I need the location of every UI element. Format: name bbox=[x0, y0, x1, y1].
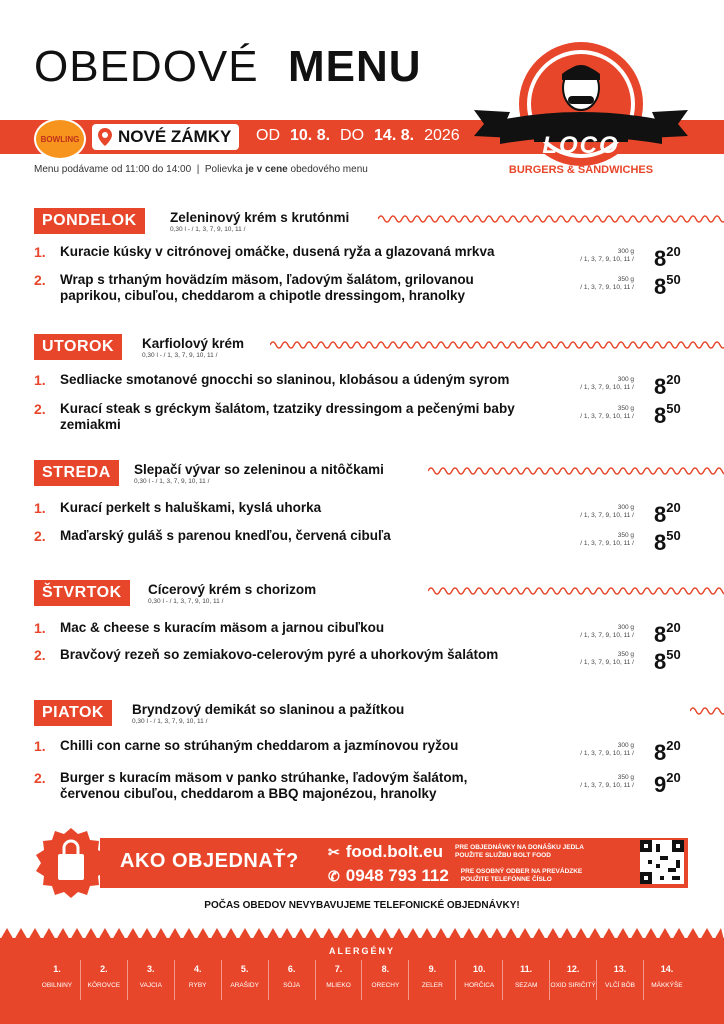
dish-info bbox=[560, 651, 634, 667]
dish-weight: 300 g bbox=[617, 742, 634, 749]
allergen-name: MÄKKÝŠE bbox=[651, 982, 683, 989]
soup-text-pre: Polievka bbox=[204, 164, 243, 175]
order-phone bbox=[328, 866, 582, 886]
allergen-number: 9. bbox=[428, 964, 437, 974]
dish-number: 1. bbox=[34, 738, 46, 754]
dish-name: Bravčový rezeň so zemiakovo-celerovým pyré a uhorkovým šalátom bbox=[60, 647, 499, 662]
allergen-name: SEZAM bbox=[514, 982, 538, 989]
allergen-item bbox=[597, 960, 644, 1000]
dish-weight: 350 g bbox=[617, 651, 634, 658]
cutlery-icon: ✂ bbox=[328, 843, 340, 860]
price-decimal: 20 bbox=[666, 770, 681, 785]
dish-allergens: / 1, 3, 7, 9, 10, 11 / bbox=[580, 750, 634, 757]
allergen-item bbox=[644, 960, 690, 1000]
dish-price bbox=[654, 403, 681, 429]
allergen-title: ALERGÉNY bbox=[328, 946, 395, 956]
web-note-2: POUŽITE SLUŽBU BOLT FOOD bbox=[455, 852, 551, 859]
day-tag: ŠTVRTOK bbox=[34, 580, 130, 606]
soup-info: 0,30 l - / 1, 3, 7, 9, 10, 11 / bbox=[134, 478, 210, 485]
allergen-item bbox=[503, 960, 550, 1000]
allergen-item bbox=[34, 960, 81, 1000]
price-decimal: 20 bbox=[666, 620, 681, 635]
dish-number: 1. bbox=[34, 244, 46, 260]
allergen-number: 1. bbox=[53, 964, 61, 974]
price-main: 8 bbox=[654, 374, 667, 399]
order-bag-icon bbox=[36, 828, 106, 898]
dish-weight: 350 g bbox=[617, 774, 634, 781]
soup-name: Zeleninový krém s krutónmi bbox=[170, 210, 350, 225]
dish-info bbox=[560, 405, 634, 421]
dish-name: Wrap s trhaným hovädzím mäsom, ľadovým šalátom, grilovanou paprikou, cibuľou, cheddarom a chipotle dressingom, hranolky bbox=[60, 272, 474, 303]
allergen-name: VLČÍ BÔB bbox=[605, 982, 636, 989]
allergen-number: 4. bbox=[193, 964, 202, 974]
allergen-name: HORČICA bbox=[464, 982, 495, 989]
allergen-name: OBILNINY bbox=[41, 982, 73, 989]
dish-info bbox=[560, 504, 634, 520]
dish-price bbox=[654, 740, 681, 766]
price-decimal: 50 bbox=[666, 272, 681, 287]
allergen-number: 2. bbox=[100, 964, 108, 974]
dish-allergens: / 1, 3, 7, 9, 10, 11 / bbox=[580, 284, 634, 291]
day-tag: PIATOK bbox=[34, 700, 112, 726]
dish-name: Kurací steak s gréckym šalátom, tzatziky dressingom a pečenými baby zemiakmi bbox=[60, 401, 515, 432]
dish-number: 2. bbox=[34, 272, 46, 288]
dish-price bbox=[654, 772, 681, 798]
price-main: 8 bbox=[654, 740, 667, 765]
allergen-name: ARAŠIDY bbox=[230, 982, 259, 989]
allergen-item bbox=[409, 960, 456, 1000]
price-decimal: 20 bbox=[666, 500, 681, 515]
wave-divider bbox=[378, 212, 724, 226]
date-year: 2026 bbox=[424, 127, 460, 144]
dish-allergens: / 1, 3, 7, 9, 10, 11 / bbox=[580, 384, 634, 391]
loco-logo-sub: BURGERS & SANDWICHES bbox=[508, 164, 654, 176]
allergen-item bbox=[222, 960, 269, 1000]
map-pin-icon bbox=[98, 128, 112, 146]
dish-weight: 350 g bbox=[617, 532, 634, 539]
dish-info bbox=[560, 532, 634, 548]
dish-info bbox=[560, 248, 634, 264]
allergen-number: 10. bbox=[473, 964, 486, 974]
soup-name: Cícerový krém s chorizom bbox=[148, 582, 317, 597]
allergen-item bbox=[128, 960, 175, 1000]
soup-text-post: obedového menu bbox=[290, 164, 368, 175]
allergen-name: OXID SIRIČITÝ bbox=[550, 982, 596, 989]
allergen-number: 5. bbox=[240, 964, 249, 974]
order-title: AKO OBJEDNAŤ? bbox=[120, 850, 299, 872]
allergen-item bbox=[362, 960, 409, 1000]
price-main: 8 bbox=[654, 246, 667, 271]
dish-allergens: / 1, 3, 7, 9, 10, 11 / bbox=[580, 512, 634, 519]
allergen-number: 8. bbox=[381, 964, 390, 974]
allergen-name: VAJCIA bbox=[139, 982, 162, 989]
dish-price bbox=[654, 274, 681, 300]
allergen-name: KÔROVCE bbox=[87, 982, 121, 989]
dish-number: 2. bbox=[34, 647, 46, 663]
allergen-number: 7. bbox=[334, 964, 343, 974]
dish-number: 1. bbox=[34, 372, 46, 388]
dish-name: Maďarský guláš s parenou knedľou, červená cibuľa bbox=[60, 528, 391, 543]
order-web bbox=[328, 842, 584, 862]
allergen-grid bbox=[34, 960, 690, 1000]
menu-title-bold: MENU bbox=[288, 42, 422, 91]
wave-divider bbox=[428, 464, 724, 478]
dish-price bbox=[654, 374, 681, 400]
price-main: 8 bbox=[654, 403, 667, 428]
price-decimal: 50 bbox=[666, 528, 681, 543]
dish-weight: 300 g bbox=[617, 624, 634, 631]
allergen-name: ZELER bbox=[421, 982, 443, 989]
allergen-name: MLIEKO bbox=[326, 982, 351, 989]
allergen-name: RYBY bbox=[188, 982, 207, 989]
dish-price bbox=[654, 530, 681, 556]
dish-info bbox=[560, 742, 634, 758]
price-main: 8 bbox=[654, 274, 667, 299]
dish-info bbox=[560, 624, 634, 640]
date-do: DO bbox=[340, 127, 365, 144]
dish-weight: 350 g bbox=[617, 276, 634, 283]
dish-name: Burger s kuracím mäsom v panko strúhanke, ľadovým šalátom, červenou cibuľou, cheddarom a BBQ majonézou, hranolky bbox=[60, 770, 468, 801]
dish-number: 2. bbox=[34, 770, 46, 786]
no-phone-orders: POČAS OBEDOV NEVYBAVUJEME TELEFONICKÉ OBJEDNÁVKY! bbox=[204, 900, 520, 911]
allergen-item bbox=[269, 960, 316, 1000]
location-name: NOVÉ ZÁMKY bbox=[118, 127, 232, 146]
allergen-item bbox=[550, 960, 597, 1000]
dish-name: Kuracie kúsky v citrónovej omáčke, dusená ryža a glazovaná mrkva bbox=[60, 244, 495, 259]
loco-logo bbox=[474, 40, 688, 180]
allergen-name: SÓJA bbox=[283, 982, 301, 989]
phone-note-1: PRE OSOBNÝ ODBER NA PREVÁDZKE bbox=[460, 868, 583, 875]
order-phone-number[interactable]: 0948 793 112 bbox=[345, 866, 449, 885]
dish-weight: 300 g bbox=[617, 504, 634, 511]
price-main: 8 bbox=[654, 649, 667, 674]
price-decimal: 20 bbox=[666, 244, 681, 259]
soup-info: 0,30 l - / 1, 3, 7, 9, 10, 11 / bbox=[132, 718, 208, 725]
soup-name: Karfiolový krém bbox=[142, 336, 245, 351]
allergen-name: ORECHY bbox=[371, 982, 400, 989]
dish-weight: 300 g bbox=[617, 376, 634, 383]
location-box bbox=[92, 124, 239, 150]
hours-text: Menu podávame od 11:00 do 14:00 bbox=[34, 164, 192, 175]
price-main: 8 bbox=[654, 622, 667, 647]
dish-number: 2. bbox=[34, 528, 46, 544]
bowling-logo bbox=[34, 118, 86, 160]
soup-name: Slepačí vývar so zeleninou a nitôčkami bbox=[134, 462, 384, 477]
dish-allergens: / 1, 3, 7, 9, 10, 11 / bbox=[580, 782, 634, 789]
soup-info: 0,30 l - / 1, 3, 7, 9, 10, 11 / bbox=[170, 226, 246, 233]
dish-name: Chilli con carne so strúhaným cheddarom a jazmínovou ryžou bbox=[60, 738, 459, 753]
price-main: 8 bbox=[654, 530, 667, 555]
dish-info bbox=[560, 376, 634, 392]
bowling-logo-text: BOWLING bbox=[40, 134, 80, 144]
dish-weight: 300 g bbox=[617, 248, 634, 255]
soup-info: 0,30 l - / 1, 3, 7, 9, 10, 11 / bbox=[148, 598, 224, 605]
date-od: OD bbox=[256, 127, 280, 144]
phone-note-2: POUŽITE TELEFÓNNE ČÍSLO bbox=[460, 876, 552, 883]
dish-price bbox=[654, 502, 681, 528]
allergen-number: 12. bbox=[566, 964, 580, 974]
date-to: 14. 8. bbox=[374, 127, 415, 144]
allergen-number: 6. bbox=[287, 964, 296, 974]
date-range bbox=[256, 127, 460, 145]
price-main: 8 bbox=[654, 502, 667, 527]
dish-info bbox=[560, 276, 634, 292]
soup-info: 0,30 l - / 1, 3, 7, 9, 10, 11 / bbox=[142, 352, 218, 359]
dish-price bbox=[654, 649, 681, 675]
soup-text-bold: je v cene bbox=[245, 164, 288, 175]
phone-icon: ✆ bbox=[328, 867, 340, 884]
wave-divider bbox=[428, 584, 724, 598]
dish-price bbox=[654, 622, 681, 648]
allergen-item bbox=[316, 960, 363, 1000]
dish-number: 2. bbox=[34, 401, 46, 417]
dish-allergens: / 1, 3, 7, 9, 10, 11 / bbox=[580, 256, 634, 263]
qr-code[interactable] bbox=[640, 840, 684, 884]
order-web-link[interactable]: food.bolt.eu bbox=[345, 842, 443, 861]
wave-divider bbox=[270, 338, 724, 352]
day-tag: UTOROK bbox=[34, 334, 122, 360]
price-decimal: 50 bbox=[666, 401, 681, 416]
wave-divider bbox=[690, 704, 724, 718]
price-decimal: 50 bbox=[666, 647, 681, 662]
web-note-1: PRE OBJEDNÁVKY NA DONÁŠKU JEDLA bbox=[455, 844, 584, 851]
allergen-number: 14. bbox=[660, 964, 674, 974]
allergen-number: 13. bbox=[613, 964, 627, 974]
dish-allergens: / 1, 3, 7, 9, 10, 11 / bbox=[580, 540, 634, 547]
dish-allergens: / 1, 3, 7, 9, 10, 11 / bbox=[580, 632, 634, 639]
allergen-item bbox=[175, 960, 222, 1000]
dish-name: Kurací perkelt s haluškami, kyslá uhorka bbox=[60, 500, 322, 515]
dish-weight: 350 g bbox=[617, 405, 634, 412]
dish-name: Sedliacke smotanové gnocchi so slaninou, klobásou a údeným syrom bbox=[60, 372, 510, 387]
day-tag: PONDELOK bbox=[34, 208, 145, 234]
dish-allergens: / 1, 3, 7, 9, 10, 11 / bbox=[580, 659, 634, 666]
loco-logo-text: LOCO bbox=[542, 132, 620, 159]
day-tag: STREDA bbox=[34, 460, 119, 486]
dish-number: 1. bbox=[34, 500, 46, 516]
price-decimal: 20 bbox=[666, 372, 681, 387]
dish-price bbox=[654, 246, 681, 272]
allergen-number: 3. bbox=[147, 964, 155, 974]
dish-info bbox=[560, 774, 634, 790]
price-main: 9 bbox=[654, 772, 667, 797]
allergen-item bbox=[456, 960, 503, 1000]
date-from: 10. 8. bbox=[290, 127, 331, 144]
dish-number: 1. bbox=[34, 620, 46, 636]
dish-allergens: / 1, 3, 7, 9, 10, 11 / bbox=[580, 413, 634, 420]
soup-name: Bryndzový demikát so slaninou a pažítkou bbox=[132, 702, 405, 717]
menu-title-light: OBEDOVÉ bbox=[34, 42, 259, 91]
allergen-number: 11. bbox=[520, 964, 533, 974]
dish-name: Mac & cheese s kuracím mäsom a jarnou cibuľkou bbox=[60, 620, 385, 635]
service-info: Menu podávame od 11:00 do 14:00 | Polievka je v cene obedového menu bbox=[34, 164, 368, 175]
price-decimal: 20 bbox=[666, 738, 681, 753]
allergen-item bbox=[81, 960, 128, 1000]
